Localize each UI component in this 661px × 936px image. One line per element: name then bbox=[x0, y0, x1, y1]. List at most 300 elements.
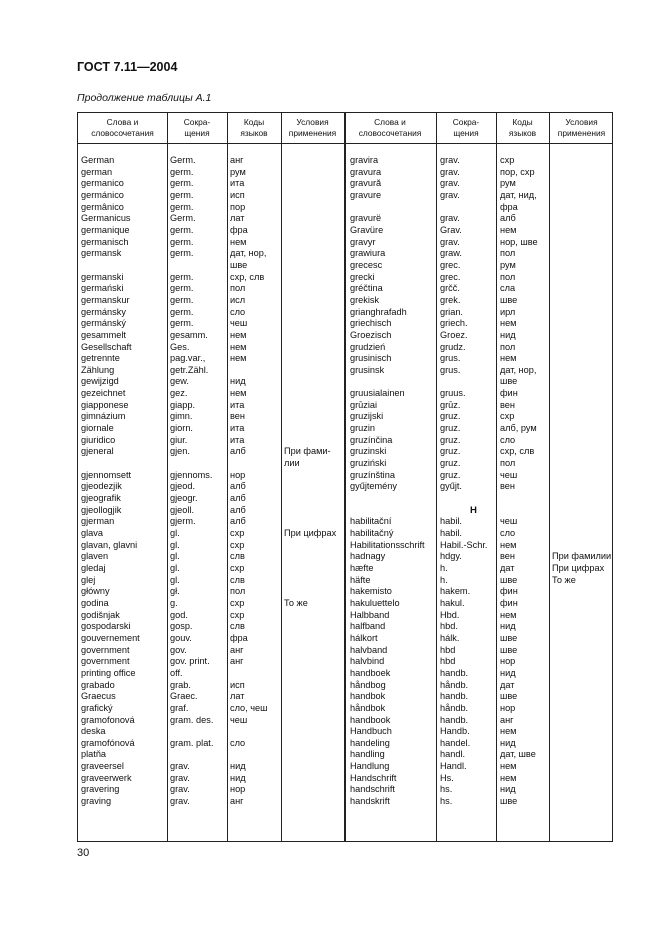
cell-word: hakuluettelo bbox=[350, 597, 400, 608]
cell-code: сло bbox=[500, 434, 516, 445]
cell-code: шве bbox=[500, 796, 518, 807]
cell-word: głównу bbox=[81, 586, 110, 597]
cell-abbr: germ. bbox=[170, 271, 194, 282]
cell-code: нем bbox=[500, 224, 517, 235]
cell-code: нид bbox=[230, 761, 246, 772]
cell-abbr: Grav. bbox=[440, 224, 462, 235]
table-row bbox=[78, 773, 614, 785]
table-row bbox=[78, 703, 614, 715]
cell-word: deska bbox=[81, 726, 106, 737]
standard-header: ГОСТ 7.11—2004 bbox=[77, 60, 178, 74]
cell-code: алб, рум bbox=[500, 423, 537, 434]
cell-code: нем bbox=[500, 609, 517, 620]
table-row bbox=[78, 528, 614, 540]
table-row bbox=[78, 353, 614, 365]
table-row bbox=[78, 178, 614, 190]
table-row bbox=[78, 202, 614, 214]
table-row bbox=[78, 575, 614, 587]
cell-word: germanisch bbox=[81, 236, 129, 247]
cell-word: gruziński bbox=[350, 458, 387, 469]
cell-abbr: Handl. bbox=[440, 761, 467, 772]
cell-abbr: Ges. bbox=[170, 341, 190, 352]
table-row bbox=[78, 225, 614, 237]
cell-word: grecki bbox=[350, 271, 375, 282]
cell-code: дат, нор, bbox=[500, 364, 537, 375]
header-divider bbox=[78, 143, 612, 144]
cell-abbr: gjerm. bbox=[170, 516, 196, 527]
cell-code: шве bbox=[500, 294, 518, 305]
cell-word: gruzinski bbox=[350, 446, 387, 457]
cell-code: чеш bbox=[500, 516, 518, 527]
cell-word: håndbog bbox=[350, 679, 386, 690]
cell-abbr: g. bbox=[170, 597, 178, 608]
cell-code: дат, нор, bbox=[230, 248, 267, 259]
cell-word: Handbuch bbox=[350, 726, 392, 737]
cell-abbr: germ. bbox=[170, 178, 194, 189]
cell-condition: При цифрах bbox=[284, 528, 337, 538]
cell-code: слв bbox=[230, 621, 245, 632]
cell-code: сло, чеш bbox=[230, 702, 268, 713]
cell-word: germansk bbox=[81, 248, 122, 259]
cell-code: анг bbox=[230, 155, 244, 165]
cell-word: Graecus bbox=[81, 691, 116, 702]
table-row bbox=[78, 248, 614, 260]
cell-word: häfte bbox=[350, 574, 371, 585]
cell-code: схр bbox=[500, 155, 515, 165]
cell-code: пор bbox=[230, 201, 246, 212]
cell-code: алб bbox=[230, 504, 246, 515]
cell-code: шве bbox=[500, 691, 518, 702]
cell-code: анг bbox=[230, 656, 244, 667]
table-row bbox=[78, 237, 614, 249]
cell-code: исп bbox=[230, 679, 245, 690]
cell-code: анг bbox=[230, 796, 244, 807]
cell-code: нем bbox=[500, 726, 517, 737]
cell-abbr: gjennoms. bbox=[170, 469, 213, 480]
cell-word: halvband bbox=[350, 644, 388, 655]
cell-code: рум bbox=[230, 166, 246, 177]
cell-code: шве bbox=[230, 259, 248, 270]
cell-code: пор, схр bbox=[500, 166, 535, 177]
cell-word: halvbind bbox=[350, 656, 385, 667]
cell-abbr: Hs. bbox=[440, 772, 454, 783]
cell-code: нор bbox=[230, 784, 246, 795]
cell-condition: При фами- bbox=[284, 446, 331, 457]
cell-code: алб bbox=[230, 481, 246, 492]
cell-word: Groezisch bbox=[350, 329, 392, 340]
table-row bbox=[78, 610, 614, 622]
cell-code: фин bbox=[500, 597, 518, 608]
cell-word: habilitační bbox=[350, 516, 392, 527]
cell-word: gruzijski bbox=[350, 411, 384, 422]
cell-code: фра bbox=[230, 224, 248, 235]
cell-code: схр bbox=[230, 562, 245, 573]
cell-abbr: gew. bbox=[170, 376, 189, 387]
cell-code: нид bbox=[500, 784, 516, 795]
cell-abbr: grav. bbox=[440, 236, 460, 247]
cell-word: germánský bbox=[81, 318, 126, 329]
cell-abbr: gjeogr. bbox=[170, 493, 198, 504]
table-row bbox=[78, 318, 614, 330]
cell-abbr: germ. bbox=[170, 294, 194, 305]
cell-word: grabado bbox=[81, 679, 115, 690]
col-header-codes: Коды языков bbox=[508, 117, 537, 138]
cell-code: алб bbox=[230, 446, 246, 457]
cell-word: gjeografik bbox=[81, 493, 121, 504]
cell-code: нид bbox=[230, 376, 246, 387]
table-row bbox=[78, 691, 614, 703]
cell-abbr: gjeoll. bbox=[170, 504, 195, 515]
cell-code: дат, шве bbox=[500, 749, 536, 760]
cell-abbr: germ. bbox=[170, 166, 194, 177]
cell-word: gjerman bbox=[81, 516, 115, 527]
cell-word: gravira bbox=[350, 155, 379, 165]
cell-abbr: germ. bbox=[170, 248, 194, 259]
table-row bbox=[78, 645, 614, 657]
cell-code: вен bbox=[500, 481, 515, 492]
cell-word: gramofónová bbox=[81, 737, 135, 748]
table-row bbox=[78, 388, 614, 400]
cell-word: germánsky bbox=[81, 306, 126, 317]
page-number: 30 bbox=[77, 847, 90, 859]
table-row bbox=[78, 493, 614, 505]
cell-code: дат bbox=[500, 679, 515, 690]
cell-word: gjeodezjik bbox=[81, 481, 122, 492]
cell-abbr: graw. bbox=[440, 248, 462, 259]
cell-word: grusinisch bbox=[350, 353, 392, 364]
table-row bbox=[78, 435, 614, 447]
cell-word: hæfte bbox=[350, 562, 374, 573]
col-header-codes: Коды языков bbox=[240, 117, 268, 138]
table-row bbox=[78, 376, 614, 388]
cell-abbr: grek. bbox=[440, 294, 461, 305]
cell-word: håndbok bbox=[350, 702, 386, 713]
cell-code: нор, шве bbox=[500, 236, 538, 247]
cell-abbr: hs. bbox=[440, 796, 453, 807]
cell-abbr: gl. bbox=[170, 528, 180, 538]
cell-word: germânico bbox=[81, 201, 124, 212]
cell-code: нид bbox=[500, 737, 516, 748]
cell-word: grekisk bbox=[350, 294, 380, 305]
cell-abbr: Handb. bbox=[440, 726, 470, 737]
cell-abbr: gimn. bbox=[170, 411, 193, 422]
cell-condition: При цифрах bbox=[552, 562, 605, 573]
cell-word: printing office bbox=[81, 667, 136, 678]
cell-code: слв bbox=[230, 574, 245, 585]
cell-word: germánico bbox=[81, 189, 124, 200]
abbreviation-table bbox=[77, 112, 613, 842]
cell-code: нем bbox=[500, 761, 517, 772]
cell-code: шве bbox=[500, 376, 518, 387]
col-header-abbr: Сокра- щения bbox=[452, 117, 480, 138]
table-row bbox=[78, 167, 614, 179]
cell-word: glavan, glavni bbox=[81, 539, 138, 550]
cell-word: gramofonová bbox=[81, 714, 135, 725]
table-row bbox=[78, 470, 614, 482]
cell-word: Handlung bbox=[350, 761, 390, 772]
cell-abbr: gyűjt. bbox=[440, 481, 462, 492]
table-row bbox=[78, 656, 614, 668]
cell-word: germanique bbox=[81, 224, 130, 235]
cell-abbr: hakem. bbox=[440, 586, 471, 597]
cell-abbr: grab. bbox=[170, 679, 191, 690]
cell-word: gravure bbox=[350, 189, 382, 200]
cell-word: gledaj bbox=[81, 562, 106, 573]
cell-abbr: gruz. bbox=[440, 458, 461, 469]
cell-abbr: Germ. bbox=[170, 155, 196, 165]
cell-abbr: gjeod. bbox=[170, 481, 196, 492]
cell-abbr: grec. bbox=[440, 259, 461, 270]
cell-word: grawiura bbox=[350, 248, 386, 259]
table-row bbox=[78, 505, 614, 517]
cell-code: рум bbox=[500, 178, 516, 189]
cell-word: platňa bbox=[81, 749, 107, 760]
cell-abbr: grav. bbox=[440, 166, 460, 177]
cell-abbr: Hbd. bbox=[440, 609, 460, 620]
cell-code: ита bbox=[230, 178, 245, 189]
cell-code: нем bbox=[500, 353, 517, 364]
table-row bbox=[78, 342, 614, 354]
cell-code: схр bbox=[230, 539, 245, 550]
cell-word: government bbox=[81, 644, 130, 655]
cell-code: сло bbox=[230, 306, 246, 317]
table-row bbox=[78, 749, 614, 761]
cell-abbr: grav. bbox=[170, 796, 190, 807]
cell-abbr: germ. bbox=[170, 201, 194, 212]
cell-abbr: grec. bbox=[440, 271, 461, 282]
table-row bbox=[78, 516, 614, 528]
cell-abbr: grčč. bbox=[440, 283, 460, 294]
cell-word: godišnjak bbox=[81, 609, 120, 620]
table-row bbox=[78, 726, 614, 738]
cell-abbr: gruz. bbox=[440, 423, 461, 434]
table-row bbox=[78, 481, 614, 493]
table-row bbox=[78, 680, 614, 692]
cell-condition: При фамилии bbox=[552, 551, 612, 562]
cell-word: gravyr bbox=[350, 236, 376, 247]
cell-word: griechisch bbox=[350, 318, 392, 329]
cell-abbr: gez. bbox=[170, 388, 188, 399]
table-row bbox=[78, 551, 614, 563]
cell-word: gravura bbox=[350, 166, 382, 177]
cell-code: нем bbox=[230, 353, 247, 364]
table-row bbox=[78, 283, 614, 295]
cell-abbr: habil. bbox=[440, 516, 462, 527]
cell-abbr: germ. bbox=[170, 318, 194, 329]
table-row bbox=[78, 400, 614, 412]
cell-abbr: grav. bbox=[440, 213, 460, 224]
cell-code: нид bbox=[500, 329, 516, 340]
cell-code: шве bbox=[500, 644, 518, 655]
cell-code: схр bbox=[230, 597, 245, 608]
cell-abbr: off. bbox=[170, 667, 183, 678]
col-header-conditions: Условия применения bbox=[557, 117, 606, 138]
cell-word: graveerwerk bbox=[81, 772, 132, 783]
cell-word: gruzínština bbox=[350, 469, 395, 480]
cell-abbr: gl. bbox=[170, 551, 180, 562]
cell-abbr: handl. bbox=[440, 749, 466, 760]
cell-word: grudzień bbox=[350, 341, 386, 352]
cell-code: алб bbox=[230, 493, 246, 504]
cell-code: рум bbox=[500, 259, 516, 270]
cell-word: grūziai bbox=[350, 399, 378, 410]
cell-code: фин bbox=[500, 586, 518, 597]
cell-word: germanski bbox=[81, 271, 124, 282]
cell-word: handbok bbox=[350, 691, 386, 702]
cell-code: лат bbox=[230, 213, 245, 224]
cell-abbr: pag.var., bbox=[170, 353, 206, 364]
cell-word: germański bbox=[81, 283, 124, 294]
cell-code: исл bbox=[230, 294, 246, 305]
cell-code: нор bbox=[500, 702, 516, 713]
cell-word: Halbband bbox=[350, 609, 390, 620]
table-row bbox=[78, 668, 614, 680]
cell-code: шве bbox=[500, 632, 518, 643]
cell-word: hakemisto bbox=[350, 586, 392, 597]
cell-code: пол bbox=[500, 271, 516, 282]
cell-word: handbook bbox=[350, 714, 391, 725]
cell-word: graving bbox=[81, 796, 112, 807]
col-header-words: Слова и словосочетания bbox=[358, 117, 422, 138]
cell-word: gezeichnet bbox=[81, 388, 126, 399]
cell-code: нем bbox=[500, 772, 517, 783]
cell-word: halfband bbox=[350, 621, 386, 632]
table-row bbox=[78, 563, 614, 575]
cell-code: чеш bbox=[230, 318, 248, 329]
cell-abbr: germ. bbox=[170, 236, 194, 247]
cell-word: gesammelt bbox=[81, 329, 126, 340]
cell-code: шве bbox=[500, 574, 518, 585]
cell-abbr: grav. bbox=[170, 784, 190, 795]
table-row bbox=[78, 423, 614, 435]
cell-word: Gesellschaft bbox=[81, 341, 132, 352]
cell-abbr: gesamm. bbox=[170, 329, 208, 340]
table-caption: Продолжение таблицы А.1 bbox=[77, 92, 212, 104]
cell-code: нем bbox=[500, 539, 517, 550]
cell-abbr: handel. bbox=[440, 737, 471, 748]
cell-code: схр bbox=[230, 528, 245, 538]
cell-word: hálkort bbox=[350, 632, 378, 643]
cell-word: grianghrafadh bbox=[350, 306, 407, 317]
cell-word: grafický bbox=[81, 702, 113, 713]
cell-abbr: germ. bbox=[170, 224, 194, 235]
cell-code: ирл bbox=[500, 306, 516, 317]
cell-code: нид bbox=[500, 621, 516, 632]
cell-code: нор bbox=[230, 469, 246, 480]
table-row bbox=[78, 784, 614, 796]
cell-code: ита bbox=[230, 423, 245, 434]
cell-word: gouvernement bbox=[81, 632, 140, 643]
cell-abbr: h. bbox=[440, 562, 448, 573]
col-header-words: Слова и словосочетания bbox=[91, 117, 154, 138]
cell-abbr: grudz. bbox=[440, 341, 466, 352]
cell-code: пол bbox=[500, 458, 516, 469]
table-row bbox=[78, 598, 614, 610]
cell-word: gravură bbox=[350, 178, 382, 189]
cell-abbr: habil. bbox=[440, 528, 462, 538]
table-row bbox=[78, 621, 614, 633]
cell-word: gruzínčina bbox=[350, 434, 393, 445]
table-row bbox=[78, 155, 614, 167]
col-header-conditions: Условия применения bbox=[288, 117, 337, 138]
cell-code: фра bbox=[500, 201, 518, 212]
cell-abbr: giorn. bbox=[170, 423, 193, 434]
cell-word: grusinsk bbox=[350, 364, 385, 375]
cell-code: нем bbox=[230, 341, 247, 352]
cell-word: Gravüre bbox=[350, 224, 384, 235]
cell-abbr: gosp. bbox=[170, 621, 193, 632]
cell-word: germanico bbox=[81, 178, 124, 189]
cell-abbr: grav. bbox=[440, 178, 460, 189]
cell-condition: лии bbox=[284, 458, 300, 469]
cell-word: gjennomsett bbox=[81, 469, 132, 480]
cell-abbr: gjen. bbox=[170, 446, 190, 457]
cell-code: нид bbox=[230, 772, 246, 783]
cell-code: анг bbox=[230, 644, 244, 655]
cell-word: germanskur bbox=[81, 294, 130, 305]
cell-abbr: grav. bbox=[170, 772, 190, 783]
table-row bbox=[78, 295, 614, 307]
cell-abbr: gł. bbox=[170, 586, 180, 597]
cell-abbr: graf. bbox=[170, 702, 189, 713]
cell-abbr: giapp. bbox=[170, 399, 196, 410]
col-header-abbr: Сокра- щения bbox=[183, 117, 211, 138]
cell-word: glava bbox=[81, 528, 103, 538]
cell-word: handboek bbox=[350, 667, 391, 678]
cell-abbr: gov. bbox=[170, 644, 187, 655]
cell-abbr: handb. bbox=[440, 691, 469, 702]
cell-abbr: grav. bbox=[440, 155, 460, 165]
cell-word: Zählung bbox=[81, 364, 115, 375]
cell-word: godina bbox=[81, 597, 109, 608]
cell-abbr: grūz. bbox=[440, 399, 461, 410]
cell-word: giornale bbox=[81, 423, 114, 434]
cell-code: алб bbox=[230, 516, 246, 527]
cell-word: giuridico bbox=[81, 434, 116, 445]
table-row bbox=[78, 738, 614, 750]
cell-abbr: handb. bbox=[440, 667, 469, 678]
cell-abbr: giur. bbox=[170, 434, 188, 445]
cell-word: giapponese bbox=[81, 399, 129, 410]
cell-condition: То же bbox=[552, 574, 576, 585]
cell-abbr: håndb. bbox=[440, 679, 469, 690]
cell-abbr: god. bbox=[170, 609, 188, 620]
cell-abbr: grus. bbox=[440, 353, 461, 364]
cell-word: glej bbox=[81, 574, 96, 585]
table-row bbox=[78, 213, 614, 225]
cell-code: фин bbox=[500, 388, 518, 399]
cell-abbr: grus. bbox=[440, 364, 461, 375]
cell-word: German bbox=[81, 155, 115, 165]
cell-abbr: h. bbox=[440, 574, 448, 585]
cell-word: gravurë bbox=[350, 213, 382, 224]
cell-code: слв bbox=[230, 551, 245, 562]
table-row bbox=[78, 446, 614, 458]
table-row bbox=[78, 796, 614, 808]
cell-code: пол bbox=[230, 586, 246, 597]
cell-word: gimnázium bbox=[81, 411, 126, 422]
cell-abbr: hbd bbox=[440, 644, 456, 655]
cell-code: чеш bbox=[500, 469, 518, 480]
cell-word: government bbox=[81, 656, 130, 667]
cell-abbr: germ. bbox=[170, 283, 194, 294]
cell-abbr: gl. bbox=[170, 539, 180, 550]
cell-word: Handschrift bbox=[350, 772, 397, 783]
table-row bbox=[78, 761, 614, 773]
table-row bbox=[78, 330, 614, 342]
cell-abbr: gram. des. bbox=[170, 714, 214, 725]
cell-abbr: gov. print. bbox=[170, 656, 210, 667]
